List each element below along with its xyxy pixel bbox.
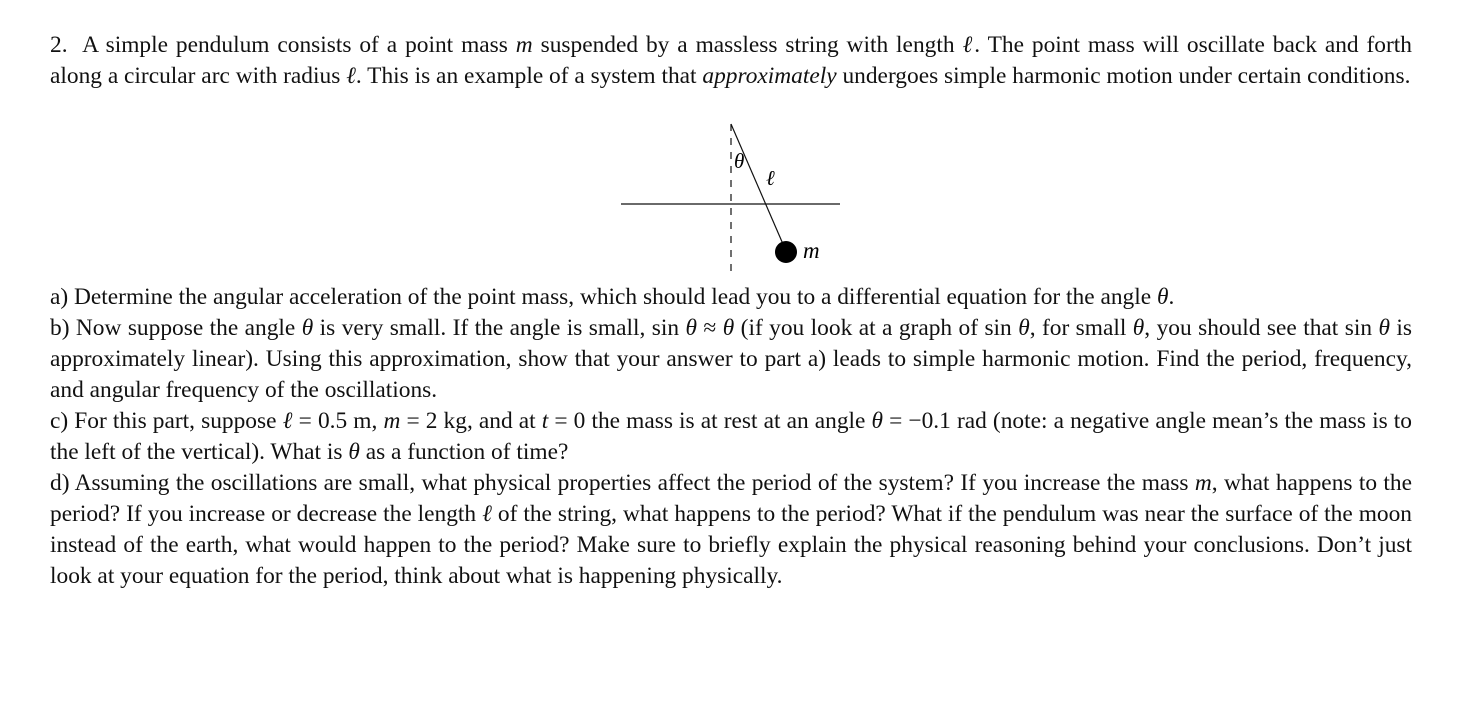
- math-symbol: θ: [685, 315, 697, 341]
- text-run: d) Assuming the oscillations are small, what physical properties affect the period of the system? If you increase the mass: [50, 470, 1195, 496]
- math-symbol: m: [515, 32, 533, 58]
- part-d: [50, 468, 1412, 592]
- text-run: is approximately linear). Using this approximation, show that your answer to part a) leads to simple harmonic motion. Find the period, frequency, and angular frequency of the oscillations.: [50, 315, 1413, 403]
- part-b: [50, 313, 1412, 406]
- text-run: suspended by a massless string with length: [532, 32, 963, 58]
- pendulum-figure: [50, 92, 1412, 282]
- text-run: A simple pendulum consists of a point mass: [82, 32, 516, 58]
- text-run: b) Now suppose the angle: [50, 315, 302, 341]
- part-a: [50, 282, 1412, 313]
- math-symbol: θ: [722, 315, 735, 341]
- problem-parts: [50, 282, 1412, 592]
- angle-label: θ: [734, 149, 745, 173]
- problem-page: [50, 30, 1412, 592]
- text-run: , what happens to the period? If you increase or decrease the length: [50, 470, 1413, 527]
- text-run: . The point mass will oscillate back and forth along a circular arc with radius: [50, 32, 1412, 89]
- pendulum-string: [731, 124, 786, 251]
- text-run: undergoes simple harmonic motion under certain conditions.: [836, 63, 1411, 89]
- math-symbol: ℓ: [962, 32, 975, 58]
- pendulum-diagram: [50, 92, 1412, 282]
- text-run: = 0 the mass is at rest at an angle: [548, 408, 872, 434]
- text-run: (if you look at a graph of sin: [734, 315, 1019, 341]
- length-label: ℓ: [766, 166, 775, 190]
- text-run: = 0.5 m,: [292, 408, 384, 434]
- math-symbol: approximately: [702, 63, 837, 89]
- math-symbol: m: [1194, 470, 1212, 496]
- math-symbol: θ: [1378, 315, 1390, 341]
- text-run: ≈: [697, 315, 723, 341]
- math-symbol: θ: [348, 439, 360, 465]
- problem-intro: [50, 30, 1412, 92]
- math-symbol: θ: [1018, 315, 1030, 341]
- text-run: .: [1168, 284, 1175, 310]
- text-run: = −0.1 rad (note: a negative angle mean’s the mass is to the left of the vertical). What is: [50, 408, 1412, 465]
- problem-number: 2.: [50, 32, 68, 58]
- text-run: . This is an example of a system that: [355, 63, 703, 89]
- text-run: , for small: [1029, 315, 1133, 341]
- text-run: as a function of time?: [359, 439, 569, 465]
- math-symbol: θ: [871, 408, 884, 434]
- text-run: = 2 kg, and at: [400, 408, 542, 434]
- text-run: c) For this part, suppose: [50, 408, 283, 434]
- math-symbol: ℓ: [282, 408, 293, 434]
- point-mass: [775, 241, 797, 263]
- text-run: , you should see that sin: [1144, 315, 1379, 341]
- text-run: of the string, what happens to the period? What if the pendulum was near the surface of the moon instead of the earth, what would happen to the period? Make sure to briefly explain the physical reasoning behind your conclusions. Don’t just look at your equation for the period, think about what is happening physically.: [50, 501, 1412, 589]
- mass-label: m: [803, 238, 820, 263]
- math-symbol: θ: [1132, 315, 1145, 341]
- math-symbol: θ: [1156, 284, 1169, 310]
- problem-intro-text: [50, 32, 1412, 89]
- part-c: [50, 406, 1412, 468]
- math-symbol: t: [541, 408, 549, 434]
- math-symbol: ℓ: [482, 501, 492, 527]
- math-symbol: θ: [301, 315, 314, 341]
- math-symbol: ℓ: [346, 63, 356, 89]
- text-run: is very small. If the angle is small, sin: [313, 315, 686, 341]
- text-run: a) Determine the angular acceleration of the point mass, which should lead you to a differential equation for the angle: [50, 284, 1157, 310]
- math-symbol: m: [383, 408, 401, 434]
